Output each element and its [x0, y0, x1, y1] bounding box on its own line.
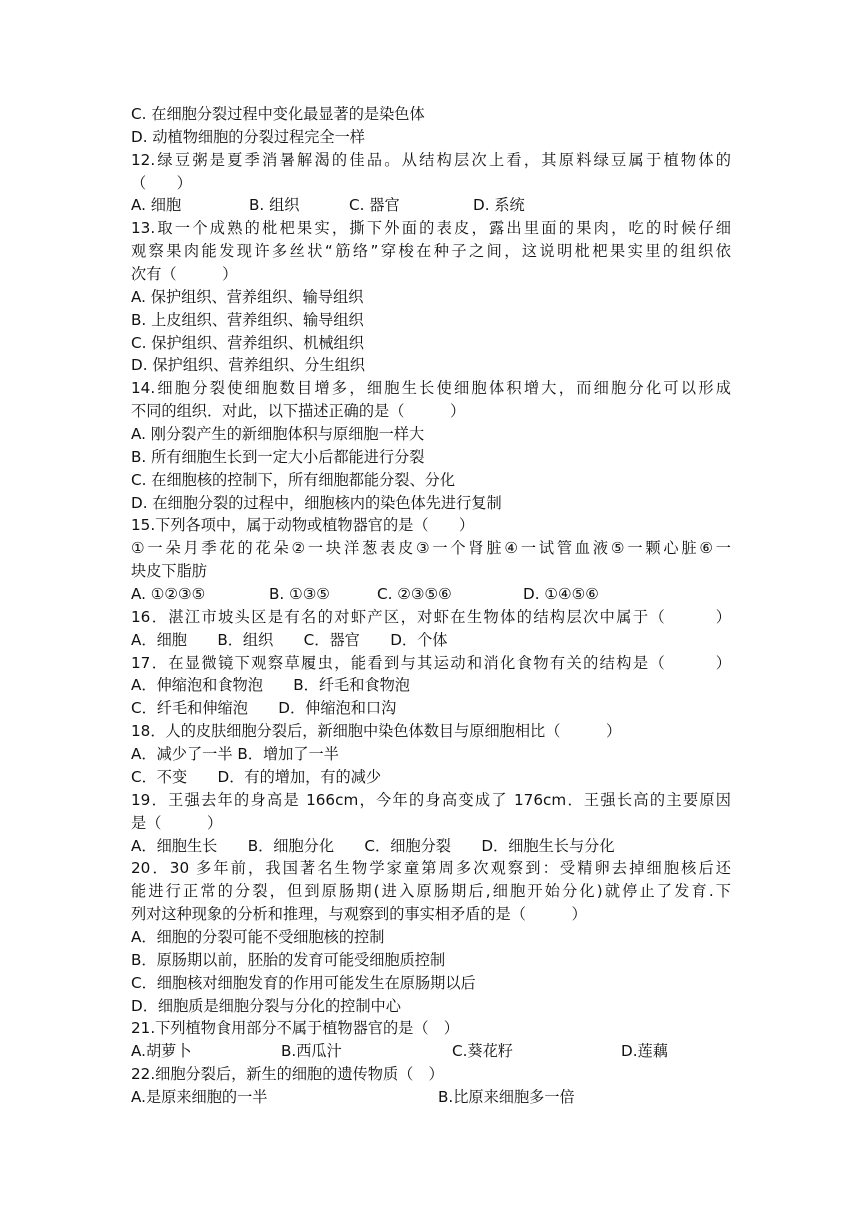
question-20-stem: 20．30 多年前，我国著名生物学家童第周多次观察到：受精卵去掉细胞核后还	[131, 859, 731, 878]
question-20-stem: 列对这种现象的分析和推理，与观察到的事实相矛盾的是（ ）	[131, 905, 587, 924]
question-text-block	[131, 103, 731, 1109]
option-b: B. ①③⑤	[269, 585, 330, 604]
option-d: D. ①④⑤⑥	[523, 585, 599, 604]
option-b: B.西瓜汁	[281, 1042, 342, 1061]
question-13-stem: 观察果肉能发现许多丝状“筋络”穿梭在种子之间，这说明枇杷果实里的组织依	[131, 242, 731, 261]
question-15-stem: 15.下列各项中，属于动物或植物器官的是（ ）	[131, 516, 475, 535]
option-line: B．原肠期以前，胚胎的发育可能受细胞质控制	[131, 950, 446, 969]
option-line: D．细胞质是细胞分裂与分化的控制中心	[131, 996, 401, 1015]
option-a: A. ①②③⑤	[131, 585, 206, 604]
option-b: B.比原来细胞多一倍	[438, 1087, 575, 1106]
question-15-items: 块皮下脂肪	[131, 562, 207, 581]
option-line: A. 保护组织、营养组织、输导组织	[131, 287, 364, 306]
option-line: B. 上皮组织、营养组织、输导组织	[131, 310, 364, 329]
option-c: C.葵花籽	[452, 1042, 513, 1061]
option-line: D. 动植物细胞的分裂过程完全一样	[131, 127, 365, 146]
option-line: C．不变 D．有的增加，有的减少	[131, 767, 382, 786]
option-a: A. 细胞	[131, 196, 182, 215]
question-13-stem: 13.取一个成熟的枇杷果实，撕下外面的表皮，露出里面的果肉，吃的时候仔细	[131, 219, 731, 238]
option-c: C. ②③⑤⑥	[377, 585, 452, 604]
option-line: C．纤毛和伸缩泡 D．伸缩泡和口沟	[131, 699, 397, 718]
option-line: A．减少了一半 B．增加了一半	[131, 745, 339, 764]
question-13-stem: 次有（ ）	[131, 265, 238, 284]
question-12-options	[131, 194, 731, 217]
question-22-options	[131, 1086, 731, 1109]
option-c: C. 器官	[349, 196, 400, 215]
option-line: C．细胞核对细胞发育的作用可能发生在原肠期以后	[131, 973, 476, 992]
question-22-stem: 22.细胞分裂后，新生的细胞的遗传物质（ ）	[131, 1065, 444, 1084]
question-21-stem: 21.下列植物食用部分不属于植物器官的是（ ）	[131, 1019, 459, 1038]
question-16-stem: 16．湛江市坡头区是有名的对虾产区，对虾在生物体的结构层次中属于（ ）	[131, 607, 731, 626]
question-14-stem: 14.细胞分裂使细胞数目增多，细胞生长使细胞体积增大，而细胞分化可以形成	[131, 379, 731, 398]
option-d: D.莲藕	[621, 1042, 668, 1061]
question-20-stem: 能进行正常的分裂，但到原肠期(进入原肠期后,细胞开始分化)就停止了发育.下	[131, 882, 731, 901]
option-b: B. 组织	[249, 196, 300, 215]
option-line: C. 在细胞分裂过程中变化最显著的是染色体	[131, 105, 425, 123]
question-15-options	[131, 583, 731, 606]
question-15-items: ①一朵月季花的花朵②一块洋葱表皮③一个肾脏④一试管血液⑤一颗心脏⑥一	[131, 539, 731, 558]
option-a: A.胡萝卜	[131, 1042, 192, 1061]
option-d: D. 系统	[473, 196, 525, 215]
question-17-stem: 17．在显微镜下观察草履虫，能看到与其运动和消化食物有关的结构是（ ）	[131, 653, 731, 672]
option-line: A．伸缩泡和食物泡 B．纤毛和食物泡	[131, 676, 410, 695]
option-line: C. 在细胞核的控制下，所有细胞都能分裂、分化	[131, 470, 456, 489]
question-14-stem: 不同的组织．对此，以下描述正确的是（ ）	[131, 402, 466, 421]
option-a: A.是原来细胞的一半	[131, 1087, 268, 1106]
answer-blank: （ ）	[131, 173, 192, 192]
option-line: B. 所有细胞生长到一定大小后都能进行分裂	[131, 447, 425, 466]
option-line: A. 刚分裂产生的新细胞体积与原细胞一样大	[131, 425, 425, 444]
question-19-stem: 是（ ）	[131, 813, 223, 832]
question-12-stem: 12.绿豆粥是夏季消暑解渴的佳品。从结构层次上看，其原料绿豆属于植物体的	[131, 150, 731, 169]
question-21-options	[131, 1040, 731, 1063]
option-line: D. 保护组织、营养组织、分生组织	[131, 356, 365, 375]
option-line: A．细胞的分裂可能不受细胞核的控制	[131, 927, 385, 946]
option-line: D. 在细胞分裂的过程中，细胞核内的染色体先进行复制	[131, 493, 502, 512]
option-line: A．细胞 B．组织 C．器官 D．个体	[131, 630, 448, 649]
question-18-stem: 18．人的皮肤细胞分裂后，新细胞中染色体数目与原细胞相比（ ）	[131, 722, 622, 741]
option-line: C. 保护组织、营养组织、机械组织	[131, 333, 364, 352]
question-19-stem: 19．王强去年的身高是 166cm，今年的身高变成了 176cm．王强长高的主要原因	[131, 790, 731, 809]
option-line: A．细胞生长 B．细胞分化 C．细胞分裂 D．细胞生长与分化	[131, 836, 615, 855]
